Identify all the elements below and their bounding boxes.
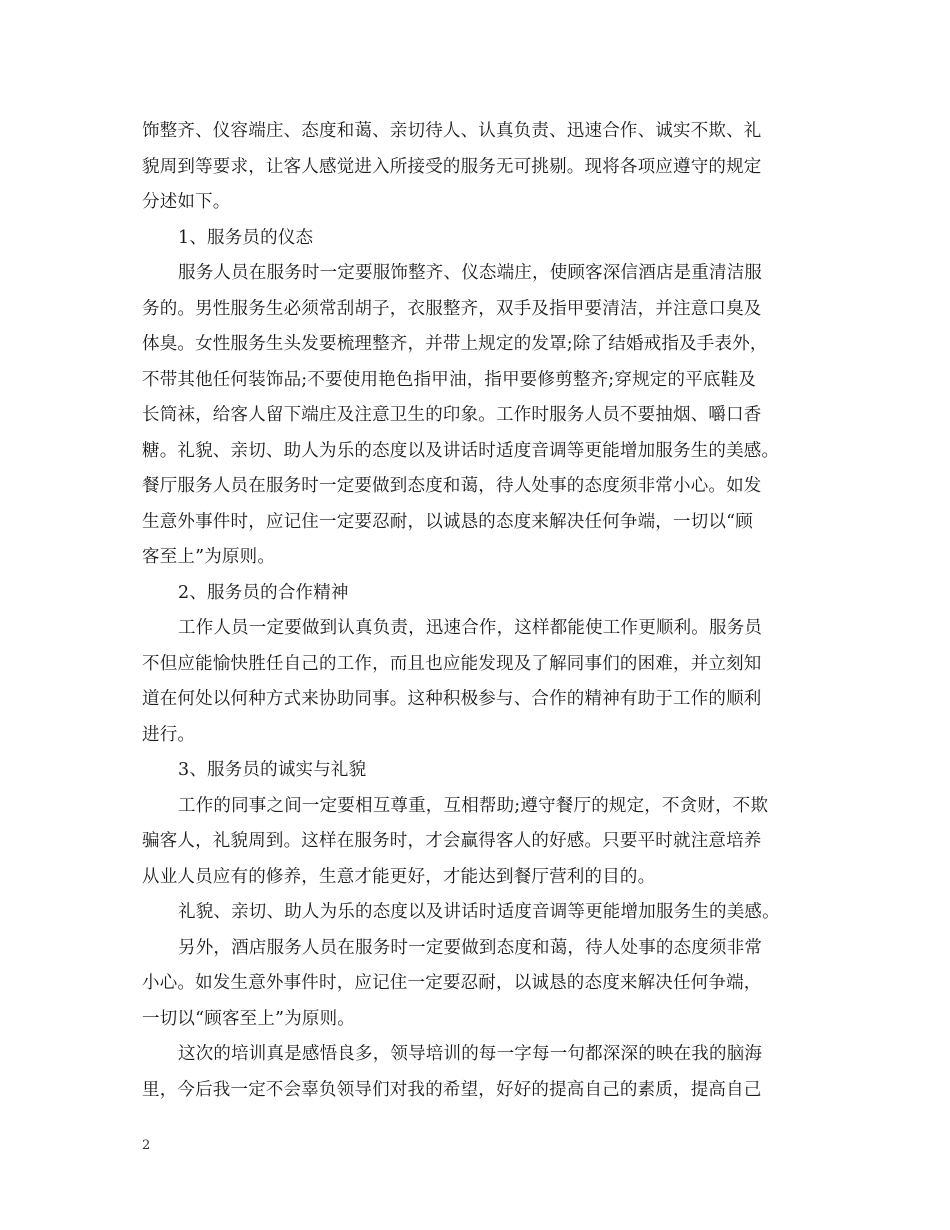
text-line: 工作的同事之间一定要相互尊重，互相帮助;遵守餐厅的规定，不贪财，不欺	[178, 795, 769, 816]
text-line: 分述如下。	[142, 192, 231, 212]
text-line: 道在何处以何种方式来协助同事。这种积极参与、合作的精神有助于工作的顺利	[142, 689, 762, 709]
text-line: 体臭。女性服务生头发要梳理整齐，并带上规定的发罩;除了结婚戒指及手表外，	[142, 334, 768, 354]
text-line: 一切以“顾客至上”为原则。	[142, 1008, 355, 1029]
text-line: 饰整齐、仪容端庄、态度和蔼、亲切待人、认真负责、迅速合作、诚实不欺、礼	[142, 121, 762, 141]
text-line: 另外，酒店服务人员在服务时一定要做到态度和蔼，待人处事的态度须非常	[178, 937, 763, 958]
text-line: 从业人员应有的修养，生意才能更好，才能达到餐厅营利的目的。	[142, 866, 656, 887]
text-line: 不但应能愉快胜任自己的工作，而且也应能发现及了解同事们的困难，并立刻知	[142, 653, 762, 674]
text-line: 骗客人，礼貌周到。这样在服务时，才会赢得客人的好感。只要平时就注意培养	[142, 831, 762, 851]
text-line: 里，今后我一定不会辜负领导们对我的希望，好好的提高自己的素质，提高自己	[142, 1079, 762, 1100]
text-line: 餐厅服务人员在服务时一定要做到态度和蔼，待人处事的态度须非常小心。如发	[142, 476, 762, 496]
text-line: 礼貌、亲切、助人为乐的态度以及讲话时适度音调等更能增加服务生的美感。	[178, 902, 780, 922]
text-line: 进行。	[142, 724, 196, 745]
body-text	[142, 114, 822, 1108]
text-line: 3、服务员的诚实与礼貌	[178, 760, 367, 780]
text-line: 1、服务员的仪态	[178, 227, 314, 248]
text-line: 务的。男性服务生必须常刮胡子，衣服整齐，双手及指甲要清洁，并注意口臭及	[142, 298, 762, 319]
text-line: 不带其他任何装饰品;不要使用艳色指甲油，指甲要修剪整齐;穿规定的平底鞋及	[142, 369, 756, 390]
text-line: 糖。礼貌、亲切、助人为乐的态度以及讲话时适度音调等更能增加服务生的美感。	[142, 440, 780, 461]
text-line: 工作人员一定要做到认真负责，迅速合作，这样都能使工作更顺利。服务员	[178, 618, 763, 638]
text-line: 客至上”为原则。	[142, 547, 276, 567]
page-number: 2	[142, 1138, 151, 1153]
text-line: 长筒袜，给客人留下端庄及注意卫生的印象。工作时服务人员不要抽烟、嚼口香	[142, 405, 762, 425]
text-line: 2、服务员的合作精神	[178, 582, 349, 603]
text-line: 小心。如发生意外事件时，应记住一定要忍耐，以诚恳的态度来解决任何争端，	[142, 973, 762, 993]
text-line: 生意外事件时，应记住一定要忍耐，以诚恳的态度来解决任何争端，一切以“顾	[142, 511, 753, 532]
text-line: 貌周到等要求，让客人感觉进入所接受的服务无可挑剔。现将各项应遵守的规定	[142, 156, 762, 177]
text-line: 这次的培训真是感悟良多，领导培训的每一字每一句都深深的映在我的脑海	[178, 1044, 763, 1064]
text-line: 服务人员在服务时一定要服饰整齐、仪态端庄，使顾客深信酒店是重清洁服	[178, 263, 763, 283]
